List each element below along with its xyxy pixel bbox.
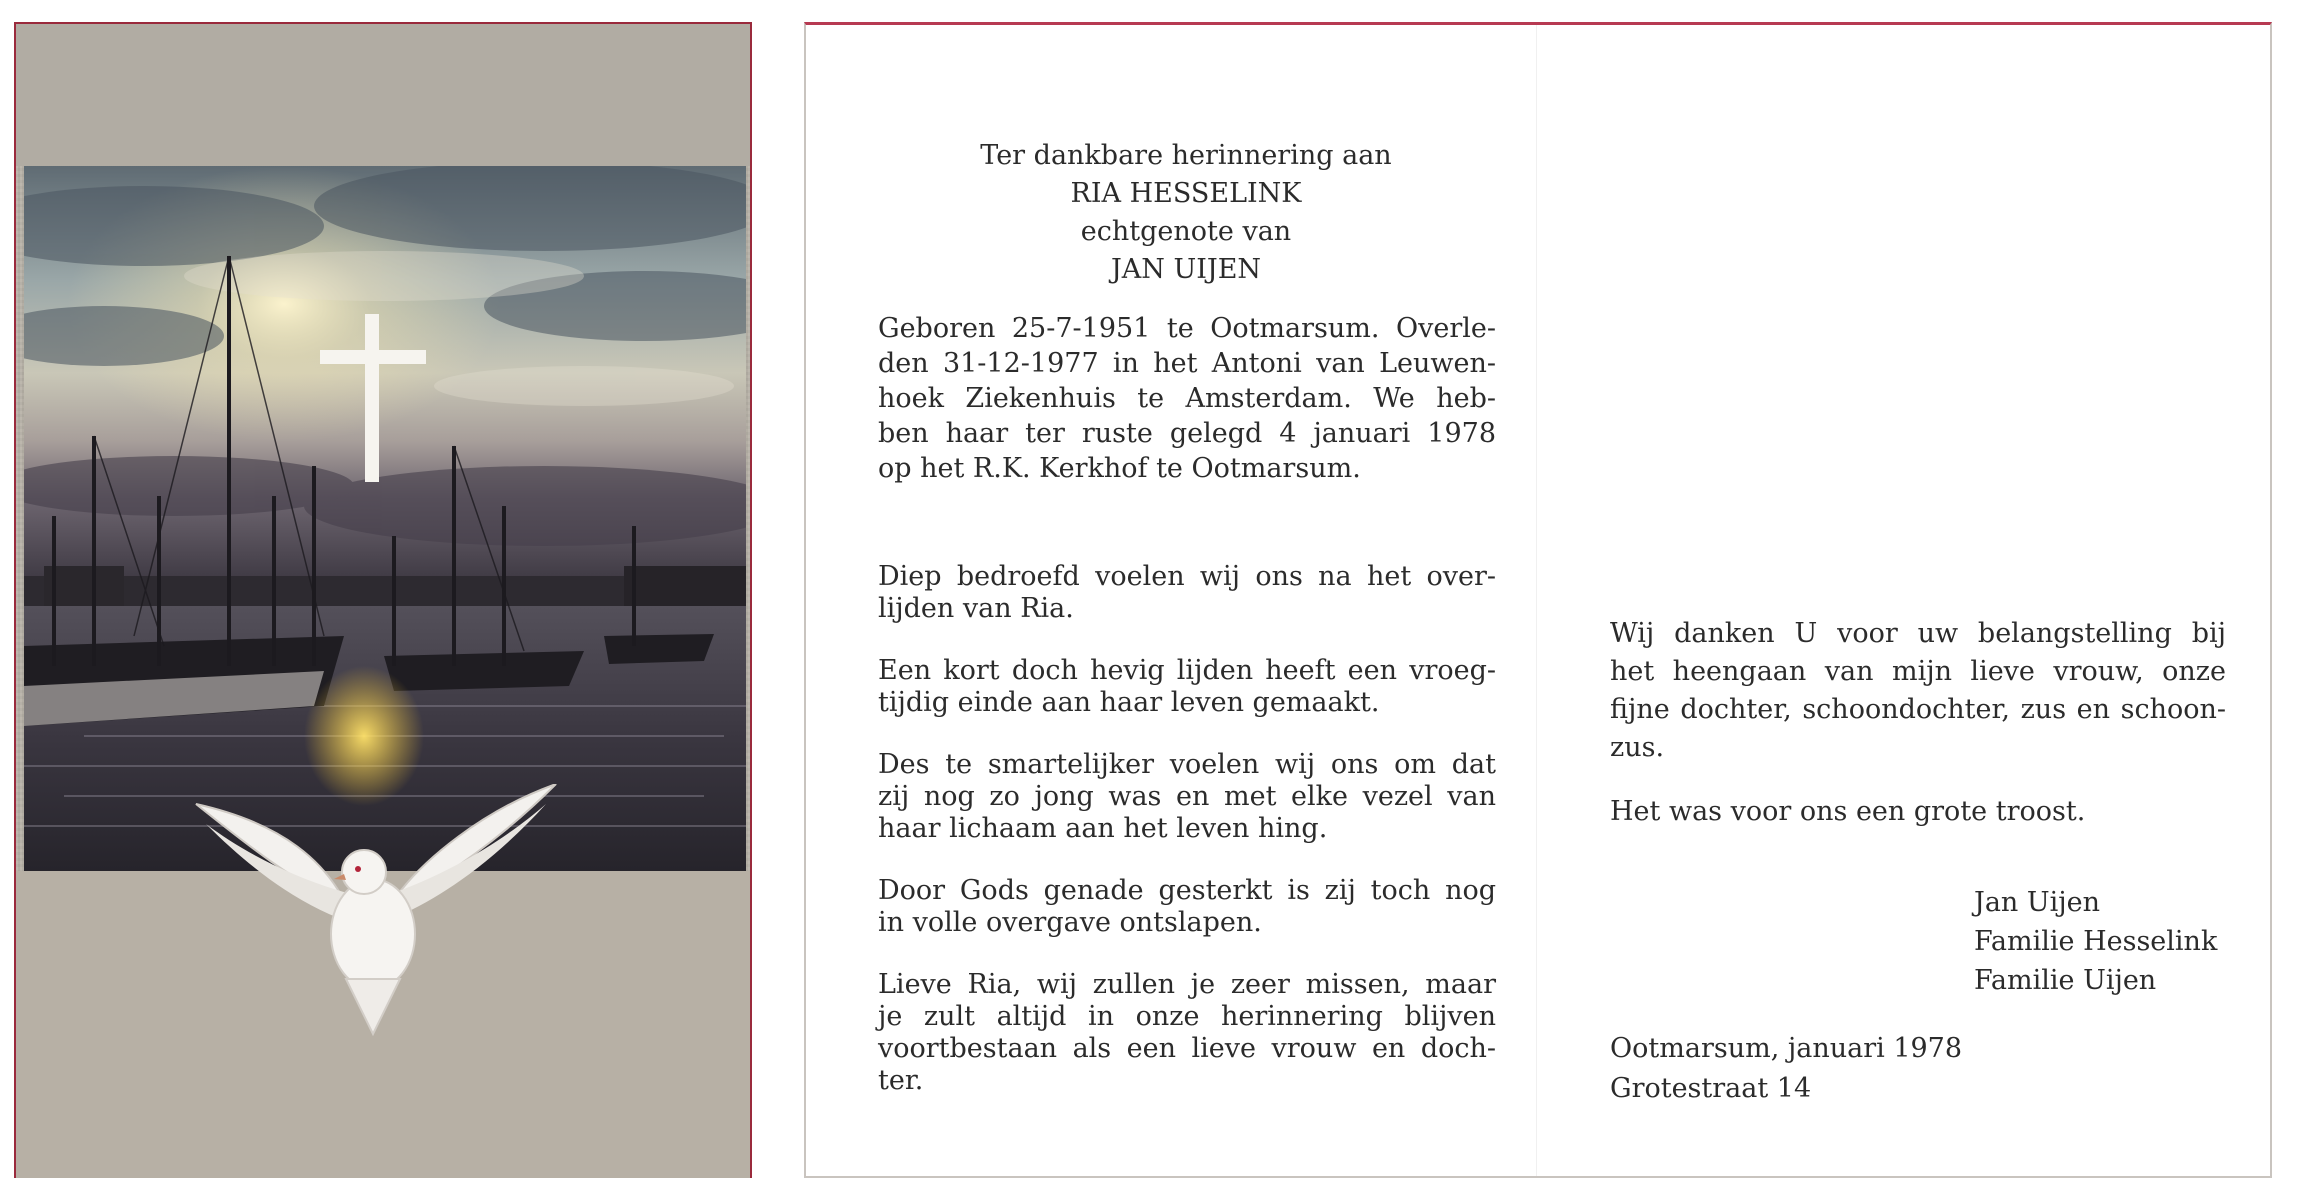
address: Grotestraat 14 <box>1610 1073 1812 1104</box>
paragraph <box>878 655 1496 719</box>
upper-gray-band <box>16 24 750 166</box>
fold-line <box>1536 25 1537 1176</box>
paragraph <box>1610 615 2226 767</box>
signatory: Familie Hesselink <box>1974 926 2218 957</box>
bio-line: op het R.K. Kerkhof te Ootmarsum. <box>878 453 1361 484</box>
text-line: fijne dochter, schoondochter, zus en schoon- <box>1610 694 2226 725</box>
bio-line: hoek Ziekenhuis te Amsterdam. We heb- <box>878 383 1496 414</box>
deceased-name: RIA HESSELINK <box>1070 178 1302 209</box>
paragraph <box>878 749 1496 845</box>
text-line: haar lichaam aan het leven hing. <box>878 813 1328 844</box>
bio-line: den 31-12-1977 in het Antoni van Leuwen- <box>878 348 1496 379</box>
place-date-block <box>1610 1029 2010 1109</box>
dove-icon <box>186 784 566 1044</box>
signatory: Familie Uijen <box>1974 965 2157 996</box>
left-text-column <box>878 561 1496 1097</box>
text-line: Door Gods genade gesterkt is zij toch nog <box>878 875 1496 906</box>
text-line: voortbestaan als een lieve vrouw en doch- <box>878 1033 1496 1064</box>
text-line: Het was voor ons een grote troost. <box>1610 796 2086 827</box>
text-line: Diep bedroefd voelen wij ons na het over- <box>878 561 1496 592</box>
text-line: tijdig einde aan haar leven gemaakt. <box>878 687 1380 718</box>
spouse-name: JAN UIJEN <box>1110 254 1262 285</box>
text-line: zij nog zo jong was en met elke vezel van <box>878 781 1496 812</box>
paragraph <box>878 969 1496 1097</box>
harbor-photo <box>24 166 746 871</box>
text-line: ter. <box>878 1065 924 1096</box>
text-line: je zult altijd in onze herinnering blijven <box>878 1001 1496 1032</box>
text-line: Lieve Ria, wij zullen je zeer missen, maar <box>878 969 1496 1000</box>
text-line: Een kort doch hevig lijden heeft een vroeg- <box>878 655 1496 686</box>
heading-relation: echtgenote van <box>1080 216 1292 247</box>
paragraph <box>878 561 1496 625</box>
inside-card <box>804 22 2272 1178</box>
right-text-column <box>1610 615 2226 831</box>
heading-block <box>976 137 1396 289</box>
bio-paragraph <box>878 311 1496 486</box>
text-line: lijden van Ria. <box>878 593 1074 624</box>
bio-line: ben haar ter ruste gelegd 4 januari 1978 <box>878 418 1496 449</box>
signatories <box>1974 883 2234 1000</box>
text-line: het heengaan van mijn lieve vrouw, onze <box>1610 656 2226 687</box>
place-date: Ootmarsum, januari 1978 <box>1610 1033 1963 1064</box>
text-line: in volle overgave ontslapen. <box>878 907 1262 938</box>
paragraph <box>878 875 1496 939</box>
heading-intro: Ter dankbare herinnering aan <box>980 140 1392 171</box>
paragraph <box>1610 793 2226 831</box>
signatory: Jan Uijen <box>1974 887 2101 918</box>
text-line: Des te smartelijker voelen wij ons om dat <box>878 749 1496 780</box>
cross-icon <box>320 314 426 482</box>
bio-line: Geboren 25-7-1951 te Ootmarsum. Overle- <box>878 313 1496 344</box>
text-line: zus. <box>1610 732 1665 763</box>
front-card <box>14 22 752 1178</box>
text-line: Wij danken U voor uw belangstelling bij <box>1610 618 2226 649</box>
